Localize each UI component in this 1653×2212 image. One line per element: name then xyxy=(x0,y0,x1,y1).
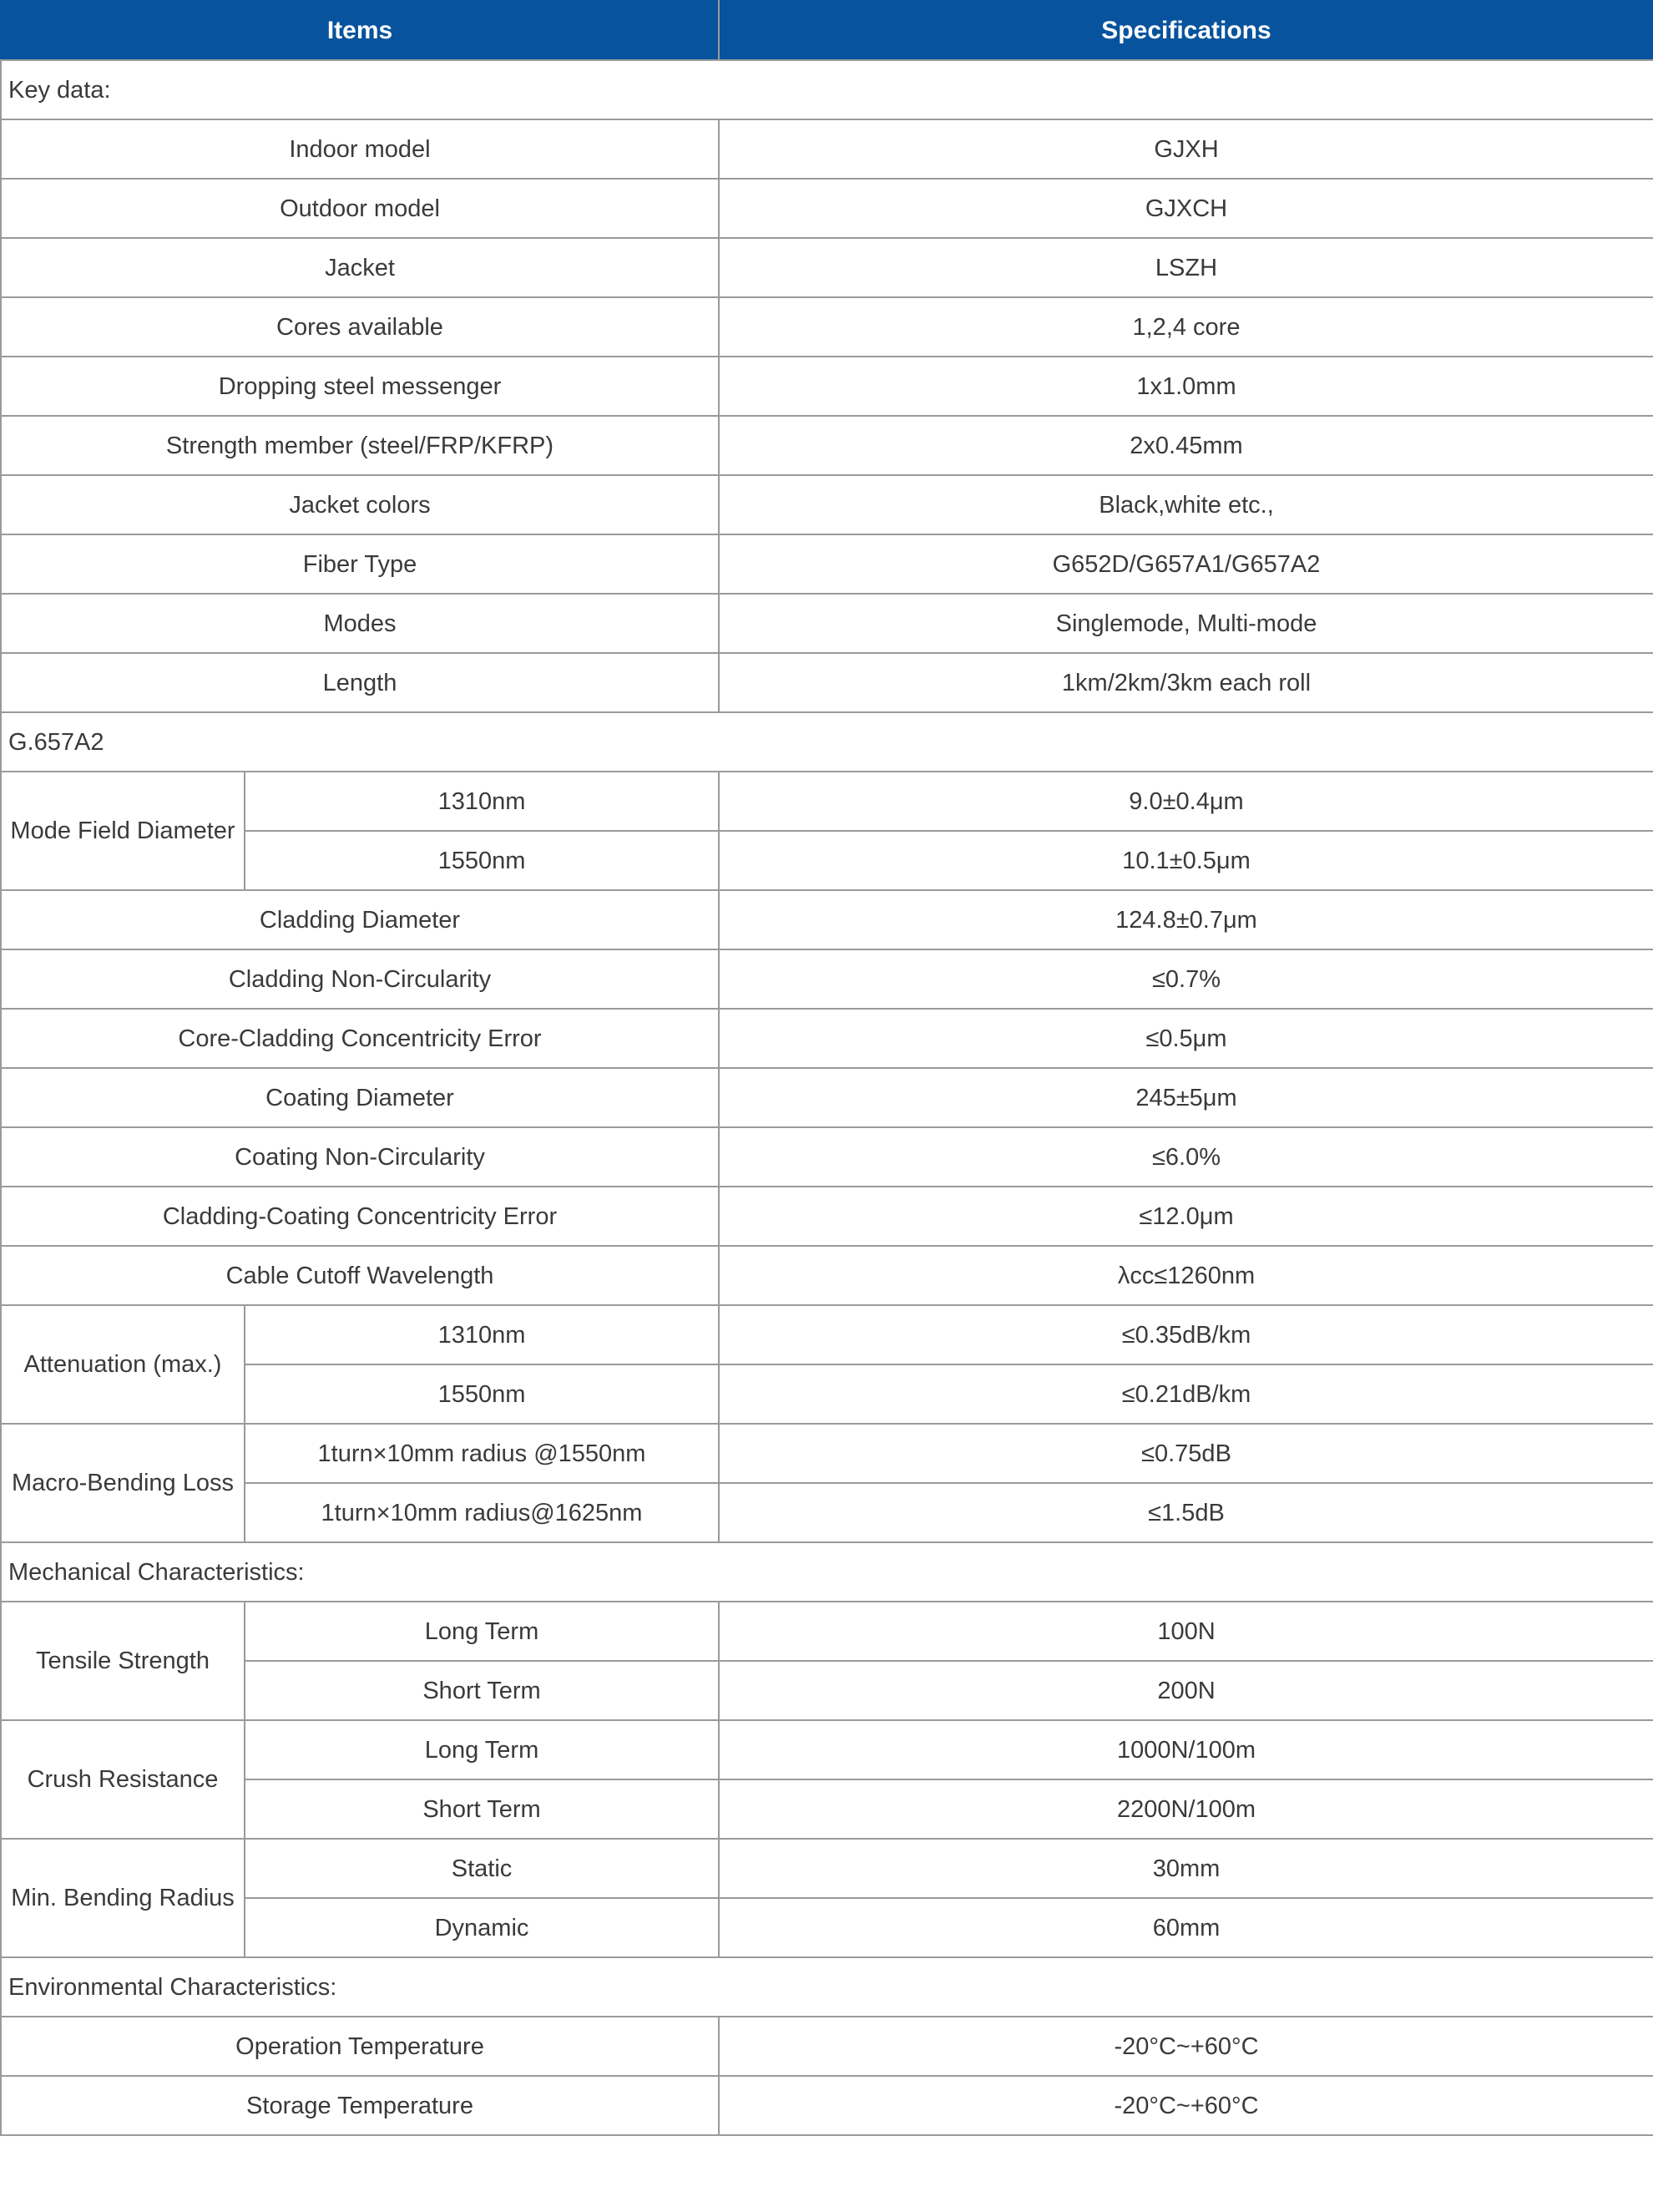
spec-cell: ≤0.75dB xyxy=(719,1424,1653,1483)
table-row xyxy=(1,1187,1653,1246)
section-row xyxy=(1,1542,1653,1602)
spec-cell: GJXCH xyxy=(719,179,1653,238)
group-label-crush-resistance: Crush Resistance xyxy=(1,1720,245,1839)
group-label-min-bending-radius: Min. Bending Radius xyxy=(1,1839,245,1957)
section-mechanical: Mechanical Characteristics: xyxy=(1,1542,1653,1602)
spec-cell: 200N xyxy=(719,1661,1653,1720)
table-row xyxy=(1,475,1653,534)
section-row xyxy=(1,1957,1653,2017)
spec-cell: 2200N/100m xyxy=(719,1779,1653,1839)
header-items: Items xyxy=(1,1,719,60)
item-cell: Cladding-Coating Concentricity Error xyxy=(1,1187,719,1246)
item-cell: Jacket colors xyxy=(1,475,719,534)
table-row xyxy=(1,1424,1653,1483)
table-row xyxy=(1,1839,1653,1898)
item-cell: Cable Cutoff Wavelength xyxy=(1,1246,719,1305)
table-row xyxy=(1,1661,1653,1720)
spec-cell: -20°C~+60°C xyxy=(719,2076,1653,2135)
spec-cell: 100N xyxy=(719,1602,1653,1661)
item-cell: Modes xyxy=(1,594,719,653)
group-label-macro-bending-loss: Macro-Bending Loss xyxy=(1,1424,245,1542)
item-cell: Dropping steel messenger xyxy=(1,357,719,416)
item-cell: Operation Temperature xyxy=(1,2017,719,2076)
table-row xyxy=(1,1602,1653,1661)
spec-cell: -20°C~+60°C xyxy=(719,2017,1653,2076)
table-row xyxy=(1,357,1653,416)
table-row xyxy=(1,2017,1653,2076)
spec-cell: 1x1.0mm xyxy=(719,357,1653,416)
header-specifications: Specifications xyxy=(719,1,1653,60)
sub-item-cell: 1310nm xyxy=(245,772,719,831)
spec-cell: 60mm xyxy=(719,1898,1653,1957)
spec-cell: ≤12.0μm xyxy=(719,1187,1653,1246)
table-row xyxy=(1,1068,1653,1127)
spec-cell: 1,2,4 core xyxy=(719,297,1653,357)
table-row xyxy=(1,297,1653,357)
sub-item-cell: Static xyxy=(245,1839,719,1898)
table-row xyxy=(1,1246,1653,1305)
group-label-attenuation: Attenuation (max.) xyxy=(1,1305,245,1424)
section-g657a2: G.657A2 xyxy=(1,712,1653,772)
table-row xyxy=(1,1127,1653,1187)
spec-cell: GJXH xyxy=(719,119,1653,179)
item-cell: Coating Non-Circularity xyxy=(1,1127,719,1187)
table-row xyxy=(1,594,1653,653)
section-row xyxy=(1,712,1653,772)
sub-item-cell: Long Term xyxy=(245,1720,719,1779)
table-row xyxy=(1,1779,1653,1839)
spec-cell: ≤1.5dB xyxy=(719,1483,1653,1542)
table-row xyxy=(1,119,1653,179)
sub-item-cell: 1turn×10mm radius@1625nm xyxy=(245,1483,719,1542)
item-cell: Fiber Type xyxy=(1,534,719,594)
item-cell: Strength member (steel/FRP/KFRP) xyxy=(1,416,719,475)
sub-item-cell: Dynamic xyxy=(245,1898,719,1957)
spec-cell: 245±5μm xyxy=(719,1068,1653,1127)
spec-cell: λcc≤1260nm xyxy=(719,1246,1653,1305)
section-key-data: Key data: xyxy=(1,60,1653,119)
item-cell: Indoor model xyxy=(1,119,719,179)
table-row xyxy=(1,1009,1653,1068)
item-cell: Outdoor model xyxy=(1,179,719,238)
table-row xyxy=(1,179,1653,238)
item-cell: Cladding Non-Circularity xyxy=(1,949,719,1009)
spec-cell: 1000N/100m xyxy=(719,1720,1653,1779)
spec-cell: 30mm xyxy=(719,1839,1653,1898)
spec-cell: 2x0.45mm xyxy=(719,416,1653,475)
table-row xyxy=(1,534,1653,594)
table-row xyxy=(1,949,1653,1009)
table-row xyxy=(1,238,1653,297)
item-cell: Coating Diameter xyxy=(1,1068,719,1127)
spec-cell: 124.8±0.7μm xyxy=(719,890,1653,949)
spec-cell: 10.1±0.5μm xyxy=(719,831,1653,890)
section-row xyxy=(1,60,1653,119)
spec-cell: ≤0.5μm xyxy=(719,1009,1653,1068)
spec-cell: ≤0.35dB/km xyxy=(719,1305,1653,1364)
item-cell: Cladding Diameter xyxy=(1,890,719,949)
spec-cell: Singlemode, Multi-mode xyxy=(719,594,1653,653)
spec-cell: 1km/2km/3km each roll xyxy=(719,653,1653,712)
group-label-tensile-strength: Tensile Strength xyxy=(1,1602,245,1720)
sub-item-cell: 1310nm xyxy=(245,1305,719,1364)
sub-item-cell: 1550nm xyxy=(245,1364,719,1424)
item-cell: Storage Temperature xyxy=(1,2076,719,2135)
sub-item-cell: Short Term xyxy=(245,1779,719,1839)
section-environmental: Environmental Characteristics: xyxy=(1,1957,1653,2017)
table-row xyxy=(1,1364,1653,1424)
spec-cell: ≤6.0% xyxy=(719,1127,1653,1187)
table-row xyxy=(1,1898,1653,1957)
table-row xyxy=(1,890,1653,949)
spec-cell: LSZH xyxy=(719,238,1653,297)
table-row xyxy=(1,1305,1653,1364)
sub-item-cell: Long Term xyxy=(245,1602,719,1661)
table-row xyxy=(1,831,1653,890)
item-cell: Core-Cladding Concentricity Error xyxy=(1,1009,719,1068)
sub-item-cell: Short Term xyxy=(245,1661,719,1720)
group-label-mode-field-diameter: Mode Field Diameter xyxy=(1,772,245,890)
table-header-row xyxy=(1,1,1653,60)
sub-item-cell: 1turn×10mm radius @1550nm xyxy=(245,1424,719,1483)
table-row xyxy=(1,772,1653,831)
spec-cell: G652D/G657A1/G657A2 xyxy=(719,534,1653,594)
table-row xyxy=(1,653,1653,712)
table-row xyxy=(1,2076,1653,2135)
sub-item-cell: 1550nm xyxy=(245,831,719,890)
spec-cell: Black,white etc., xyxy=(719,475,1653,534)
item-cell: Cores available xyxy=(1,297,719,357)
table-row xyxy=(1,1483,1653,1542)
table-row xyxy=(1,1720,1653,1779)
item-cell: Length xyxy=(1,653,719,712)
spec-cell: ≤0.7% xyxy=(719,949,1653,1009)
spec-cell: ≤0.21dB/km xyxy=(719,1364,1653,1424)
table-row xyxy=(1,416,1653,475)
item-cell: Jacket xyxy=(1,238,719,297)
spec-cell: 9.0±0.4μm xyxy=(719,772,1653,831)
